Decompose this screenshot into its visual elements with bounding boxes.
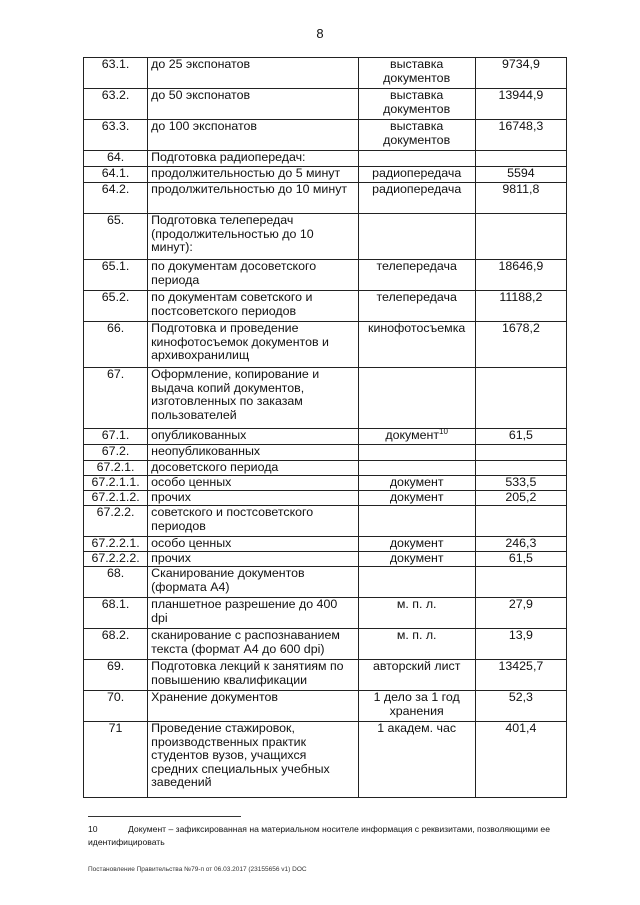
table-row: [84, 120, 567, 151]
row-price: [475, 368, 566, 429]
row-service-name: до 25 экспонатов: [148, 58, 358, 89]
row-number: 64.2.: [84, 183, 148, 214]
row-number: 67.2.2.1.: [84, 537, 148, 552]
row-price: 9811,8: [475, 183, 566, 214]
row-price: [475, 151, 566, 167]
table-row: [84, 598, 567, 629]
row-price: 13944,9: [475, 89, 566, 120]
row-unit: радиопередача: [358, 167, 475, 183]
row-service-name: по документам досоветского периода: [148, 260, 358, 291]
row-price: 27,9: [475, 598, 566, 629]
row-number: 67.1.: [84, 429, 148, 445]
table-row: [84, 445, 567, 461]
row-unit: документ: [358, 537, 475, 552]
row-number: 68.2.: [84, 629, 148, 660]
table-row: [84, 183, 567, 214]
row-service-name: Хранение документов: [148, 691, 358, 722]
table-row: [84, 58, 567, 89]
row-unit: м. п. л.: [358, 598, 475, 629]
row-price: 5594: [475, 167, 566, 183]
row-number: 71: [84, 722, 148, 798]
row-number: 67.2.1.2.: [84, 491, 148, 506]
row-unit: [358, 368, 475, 429]
footnote-separator: [88, 816, 241, 817]
row-unit: радиопередача: [358, 183, 475, 214]
document-id: Постановление Правительства №79-п от 06.03.2017 (23155656 v1) DOC: [88, 866, 307, 873]
row-service-name: неопубликованных: [148, 445, 358, 461]
row-number: 68.1.: [84, 598, 148, 629]
row-number: 65.: [84, 214, 148, 260]
row-price: [475, 445, 566, 461]
row-unit: [358, 151, 475, 167]
row-number: 67.: [84, 368, 148, 429]
footnote-text: Документ – зафиксированная на материальном носителе информация с реквизитами, позволяющими ее идентифицировать: [88, 824, 550, 847]
row-service-name: по документам советского и постсоветского периодов: [148, 291, 358, 322]
table-row: [84, 537, 567, 552]
row-unit: телепередача: [358, 291, 475, 322]
row-price: 13425,7: [475, 660, 566, 691]
row-price: 18646,9: [475, 260, 566, 291]
row-unit: документ: [358, 552, 475, 567]
row-service-name: до 50 экспонатов: [148, 89, 358, 120]
table-row: [84, 151, 567, 167]
row-price: 11188,2: [475, 291, 566, 322]
tariff-table: [83, 57, 567, 798]
row-unit: м. п. л.: [358, 629, 475, 660]
row-service-name: продолжительностью до 5 минут: [148, 167, 358, 183]
row-service-name: Подготовка радиопередач:: [148, 151, 358, 167]
row-unit: авторский лист: [358, 660, 475, 691]
table-row: [84, 629, 567, 660]
table-row: [84, 214, 567, 260]
table-row: [84, 552, 567, 567]
row-unit: [358, 567, 475, 598]
footnote-reference: 10: [439, 426, 448, 436]
row-price: 52,3: [475, 691, 566, 722]
row-unit: документ$^{10}$: [358, 429, 475, 445]
row-service-name: Подготовка телепередач (продолжительностью до 10 минут):: [148, 214, 358, 260]
row-unit: телепередача: [358, 260, 475, 291]
footnote-mark: 10: [88, 824, 98, 834]
row-price: [475, 506, 566, 537]
table-row: [84, 429, 567, 445]
table-row: [84, 506, 567, 537]
row-unit: документ: [358, 491, 475, 506]
table-row: [84, 722, 567, 798]
row-service-name: прочих: [148, 552, 358, 567]
row-unit: документ: [358, 476, 475, 491]
row-number: 67.2.2.: [84, 506, 148, 537]
row-price: 1678,2: [475, 322, 566, 368]
row-number: 66.: [84, 322, 148, 368]
row-service-name: досоветского периода: [148, 461, 358, 476]
row-unit: выставка документов: [358, 120, 475, 151]
row-unit: выставка документов: [358, 89, 475, 120]
row-service-name: особо ценных: [148, 537, 358, 552]
footnote: [88, 823, 604, 849]
row-service-name: Оформление, копирование и выдача копий документов, изготовленных по заказам пользователей: [148, 368, 358, 429]
row-service-name: опубликованных: [148, 429, 358, 445]
row-price: 401,4: [475, 722, 566, 798]
row-number: 63.3.: [84, 120, 148, 151]
row-unit: [358, 461, 475, 476]
row-service-name: Проведение стажировок, производственных практик студентов вузов, учащихся средних специальных учебных заведений: [148, 722, 358, 798]
table-row: [84, 322, 567, 368]
row-unit: [358, 506, 475, 537]
row-unit: 1 академ. час: [358, 722, 475, 798]
row-service-name: до 100 экспонатов: [148, 120, 358, 151]
row-unit: кинофотосъемка: [358, 322, 475, 368]
row-price: [475, 567, 566, 598]
row-price: 16748,3: [475, 120, 566, 151]
row-service-name: советского и постсоветского периодов: [148, 506, 358, 537]
table-row: [84, 260, 567, 291]
row-unit: [358, 214, 475, 260]
table-row: [84, 167, 567, 183]
row-price: 13,9: [475, 629, 566, 660]
row-price: [475, 214, 566, 260]
row-number: 64.1.: [84, 167, 148, 183]
row-service-name: Подготовка лекций к занятиям по повышению квалификации: [148, 660, 358, 691]
row-number: 67.2.1.: [84, 461, 148, 476]
row-service-name: Сканирование документов (формата А4): [148, 567, 358, 598]
table-row: [84, 368, 567, 429]
table-row: [84, 476, 567, 491]
row-unit: 1 дело за 1 год хранения: [358, 691, 475, 722]
row-number: 65.1.: [84, 260, 148, 291]
row-price: 61,5: [475, 552, 566, 567]
row-service-name: продолжительностью до 10 минут: [148, 183, 358, 214]
table-row: [84, 291, 567, 322]
row-service-name: сканирование с распознаванием текста (формат А4 до 600 dpi): [148, 629, 358, 660]
row-number: 70.: [84, 691, 148, 722]
row-number: 67.2.: [84, 445, 148, 461]
row-price: 246,3: [475, 537, 566, 552]
table-row: [84, 567, 567, 598]
row-number: 69.: [84, 660, 148, 691]
table-row: [84, 691, 567, 722]
table-row: [84, 461, 567, 476]
row-number: 64.: [84, 151, 148, 167]
table-row: [84, 491, 567, 506]
row-unit: выставка документов: [358, 58, 475, 89]
row-price: 61,5: [475, 429, 566, 445]
row-number: 67.2.1.1.: [84, 476, 148, 491]
row-unit: [358, 445, 475, 461]
row-price: 205,2: [475, 491, 566, 506]
row-number: 65.2.: [84, 291, 148, 322]
row-number: 67.2.2.2.: [84, 552, 148, 567]
row-service-name: планшетное разрешение до 400 dpi: [148, 598, 358, 629]
row-price: 9734,9: [475, 58, 566, 89]
row-service-name: особо ценных: [148, 476, 358, 491]
row-number: 63.2.: [84, 89, 148, 120]
page-number: 8: [316, 26, 324, 41]
row-service-name: прочих: [148, 491, 358, 506]
row-number: 68.: [84, 567, 148, 598]
table-row: [84, 89, 567, 120]
row-number: 63.1.: [84, 58, 148, 89]
table-row: [84, 660, 567, 691]
row-price: [475, 461, 566, 476]
row-price: 533,5: [475, 476, 566, 491]
row-service-name: Подготовка и проведение кинофотосъемок документов и архивохранилищ: [148, 322, 358, 368]
